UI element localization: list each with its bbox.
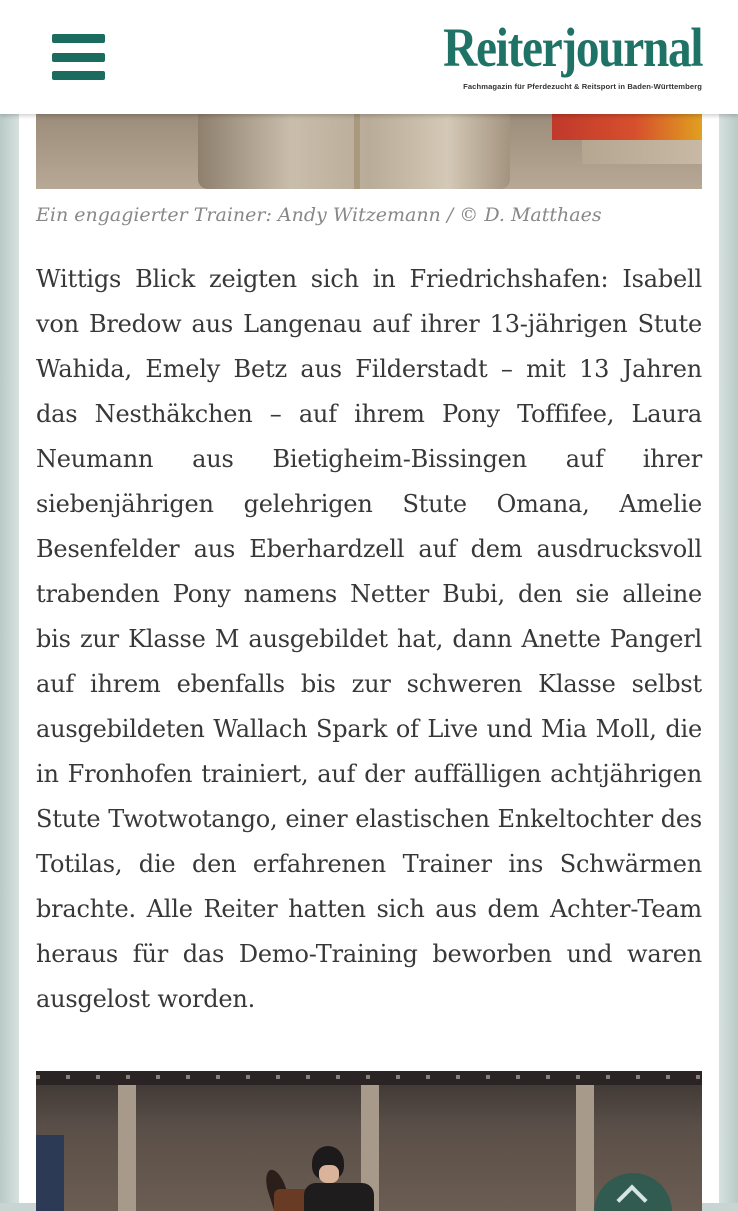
photo-detail <box>304 1183 374 1211</box>
logo-wordmark: Reiterjournal <box>442 17 702 78</box>
menu-bar <box>52 34 105 43</box>
photo-caption: Ein engagierter Trainer: Andy Witzemann / © D. Matthaes <box>36 204 602 226</box>
logo-tagline-left: Fachmagazin für Pferdezucht <box>463 82 572 91</box>
photo-detail <box>582 140 702 164</box>
photo-detail <box>36 1135 64 1211</box>
article-photo-trainer[interactable] <box>36 114 702 189</box>
photo-detail <box>319 1165 339 1183</box>
logo-tagline-right: & Reitsport in Baden-Württemberg <box>573 82 702 91</box>
menu-bar <box>52 53 105 62</box>
photo-detail <box>118 1085 136 1211</box>
page-gutter-left <box>0 114 19 1203</box>
article-card <box>19 114 719 1203</box>
chevron-up-icon <box>616 1184 647 1211</box>
page-gutter-right <box>719 114 738 1203</box>
site-logo[interactable] <box>401 17 702 91</box>
site-header <box>0 0 738 114</box>
article-photo-riding-hall[interactable] <box>36 1071 702 1211</box>
article-body: Wittigs Blick zeigten sich in Friedrichshafen: Isabell von Bredow aus Langenau auf ihrer 13-jährigen Stute Wahida, Emely Betz aus Filderstadt – mit 13 Jahren das Nesthäkchen – auf ihrem Pony Toffifee, Laura Neumann aus Bietigheim-Bissingen auf ihrer siebenjährigen gelehrigen Stute Omana, Amelie Besenfelder aus Eberhardzell auf dem ausdrucksvoll trabenden Pony namens Netter Bubi, den sie alleine bis zur Klasse M ausgebildet hat, dann Anette Pangerl auf ihrem ebenfalls bis zur schweren Klasse selbst ausgebildeten Wallach Spark of Live und Mia Moll, die in Fronhofen trainiert, auf der auffälligen achtjährigen Stute Twotwotango, einer elastischen Enkeltochter des Totilas, die den erfahrenen Trainer ins Schwärmen brachte. Alle Reiter hatten sich aus dem Achter-Team heraus für das Demo-Training beworben und waren ausgelost worden. <box>36 265 702 1013</box>
photo-detail <box>36 1075 702 1079</box>
hamburger-menu-icon[interactable] <box>52 34 105 80</box>
logo-tagline <box>401 82 702 91</box>
photo-detail <box>354 114 360 189</box>
menu-bar <box>52 71 105 80</box>
photo-detail <box>552 114 702 140</box>
photo-detail <box>576 1085 594 1211</box>
scroll-to-top-button[interactable] <box>594 1173 672 1211</box>
